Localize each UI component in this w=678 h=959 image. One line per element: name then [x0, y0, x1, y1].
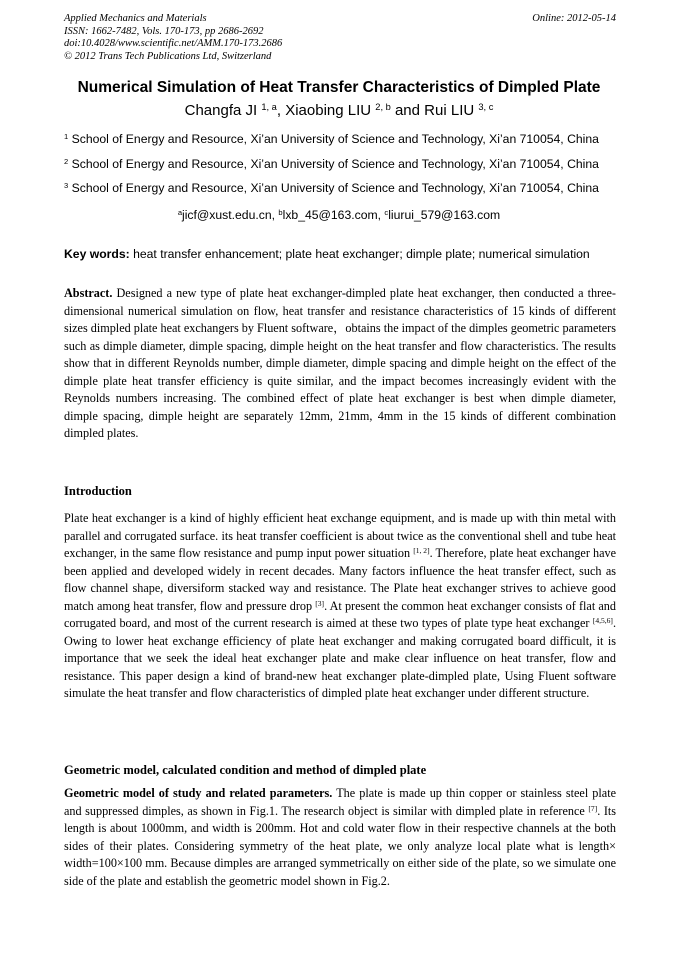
- issn-line: ISSN: 1662-7482, Vols. 170-173, pp 2686-2692: [64, 25, 264, 37]
- citation: [4,5,6]: [592, 615, 613, 625]
- citation: [3]: [315, 598, 325, 608]
- affiliation-number: 3: [64, 180, 69, 190]
- body-text: . At present the common heat exchanger consists of flat and corrugated board, and most of the current research is aimed at these two types of plate type heat exchanger: [64, 598, 616, 630]
- journal-header: [64, 13, 616, 63]
- body-text: . Therefore, plate heat exchanger have been applied and developed widely in recent decades. Many factors influence the heat transfer effect, such as flow channel shape, diversiform stacked way and resistance. The Plate heat exchanger strives to achieve good match among heat transfer, flow and pressure drop: [64, 546, 616, 613]
- abstract-label: Abstract.: [64, 286, 113, 300]
- affiliation: [64, 181, 616, 195]
- affiliation-text: School of Energy and Resource, Xi’an University of Science and Technology, Xi’an 710054, China: [71, 157, 599, 171]
- author-affil-mark: 3, c: [478, 101, 494, 112]
- author-conjunction: and: [390, 102, 425, 119]
- affiliation-number: 2: [64, 156, 69, 166]
- email-mark: c: [384, 207, 389, 217]
- keywords-text: heat transfer enhancement; plate heat exchanger; dimple plate; numerical simulation: [133, 247, 590, 261]
- email-mark: a: [177, 207, 183, 217]
- section-heading-introduction: Introduction: [64, 484, 132, 498]
- author-name: Changfa JI: [184, 102, 258, 119]
- citation: [1, 2]: [413, 545, 430, 555]
- journal-name: Applied Mechanics and Materials: [64, 13, 207, 24]
- body-text: . Its length is about 1000mm, and width is 200mm. Hot and cold water flow in their respective channels at the both sides of their plates. Considering symmetry of the heat plate, we only analyze local plate what is length× width=100×100 mm. Because dimples are arranged symmetrically on either side of the plate, so we simulate one side of the plate and establish the geometric model shown in Fig.2.: [64, 803, 617, 888]
- email-address[interactable]: jicf@xust.edu.cn: [182, 208, 272, 222]
- email-list: $^a$jicf@xust.edu.cn, $^b$lxb_45@163.com, $^c$liurui_579@163.com: [177, 207, 501, 222]
- email-mark: b: [278, 207, 283, 217]
- citation: [7]: [588, 803, 598, 813]
- body-text: The plate is made up thin copper or stainless steel plate and suppressed dimples, as shown in Fig.1. The research object is similar with dimpled plate in reference: [64, 786, 616, 818]
- abstract-text: Designed a new type of plate heat exchanger-dimpled plate heat exchanger, then conducted a three-dimensional numerical simulation on flow, heat transfer and resistance characteristics of 15 kinds of different sizes dimpled plate heat exchangers by Fluent software，obtains the impact of the dimples geometric parameters such as dimple diameter, dimple spacing, dimple height on the heat transfer and flow characteristics. The results show that in different Reynolds number, dimple diameter, dimple spacing and dimple height on the effect of the dimple plate heat transfer efficiency is quite similar, and the impact becomes increasingly evident with the Reynolds numbers increasing. The combined effect of plate heat exchanger is best when dimple diameter, dimple spacing, dimple height are separately 12mm, 21mm, 4mm in the 15 kinds of different combination dimpled plates.: [64, 286, 616, 440]
- affiliation: [64, 157, 616, 171]
- email-address[interactable]: lxb_45@163.com: [282, 208, 378, 222]
- affiliation: [64, 132, 616, 146]
- author-list: [40, 102, 638, 119]
- body-text: Plate heat exchanger is a kind of highly efficient heat exchange equipment, and is made up with thin metal with parallel and corrugated surface. its heat transfer coefficient is about twice as the conventional shell and tube heat exchanger, in the same flow resistance and pump input power situation: [64, 511, 616, 560]
- keywords: [64, 247, 616, 261]
- author-affil-mark: 2, b: [375, 101, 391, 112]
- online-date: Online: 2012-05-14: [532, 13, 616, 24]
- keywords-label: Key words:: [64, 247, 130, 261]
- author-name: Rui LIU: [424, 102, 475, 119]
- author-affil-mark: 1, a: [261, 101, 277, 112]
- copyright-line: © 2012 Trans Tech Publications Ltd, Switzerland: [64, 50, 272, 62]
- email-address[interactable]: liurui_579@163.com: [388, 208, 501, 222]
- affiliation-number: 1: [64, 131, 69, 141]
- introduction-paragraph: [64, 510, 616, 703]
- author-name: Xiaobing LIU: [285, 102, 372, 119]
- geometric-model-paragraph: [64, 785, 616, 890]
- doi-line: doi:10.4028/www.scientific.net/AMM.170-173.2686: [64, 38, 283, 49]
- affiliation-text: School of Energy and Resource, Xi’an University of Science and Technology, Xi’an 710054, China: [71, 181, 599, 195]
- subsection-heading: Geometric model of study and related parameters.: [64, 786, 333, 800]
- author-separator: ,: [276, 102, 286, 119]
- paper-title: Numerical Simulation of Heat Transfer Characteristics of Dimpled Plate: [77, 79, 601, 96]
- body-text: . Owing to lower heat exchange efficiency of plate heat exchanger and making corrugated board difficult, it is importance that we seek the ideal heat exchanger plate and make clear influence on heat transfer, flow and resistance. This paper design a kind of brand-new heat exchanger plate-dimpled plate, Using Fluent software simulate the heat transfer and flow characteristics of dimpled plate heat exchanger under different structure.: [64, 616, 616, 700]
- abstract: [64, 285, 616, 443]
- section-heading-geometric-model: Geometric model, calculated condition and method of dimpled plate: [64, 763, 427, 777]
- affiliation-text: School of Energy and Resource, Xi’an University of Science and Technology, Xi’an 710054, China: [71, 132, 599, 146]
